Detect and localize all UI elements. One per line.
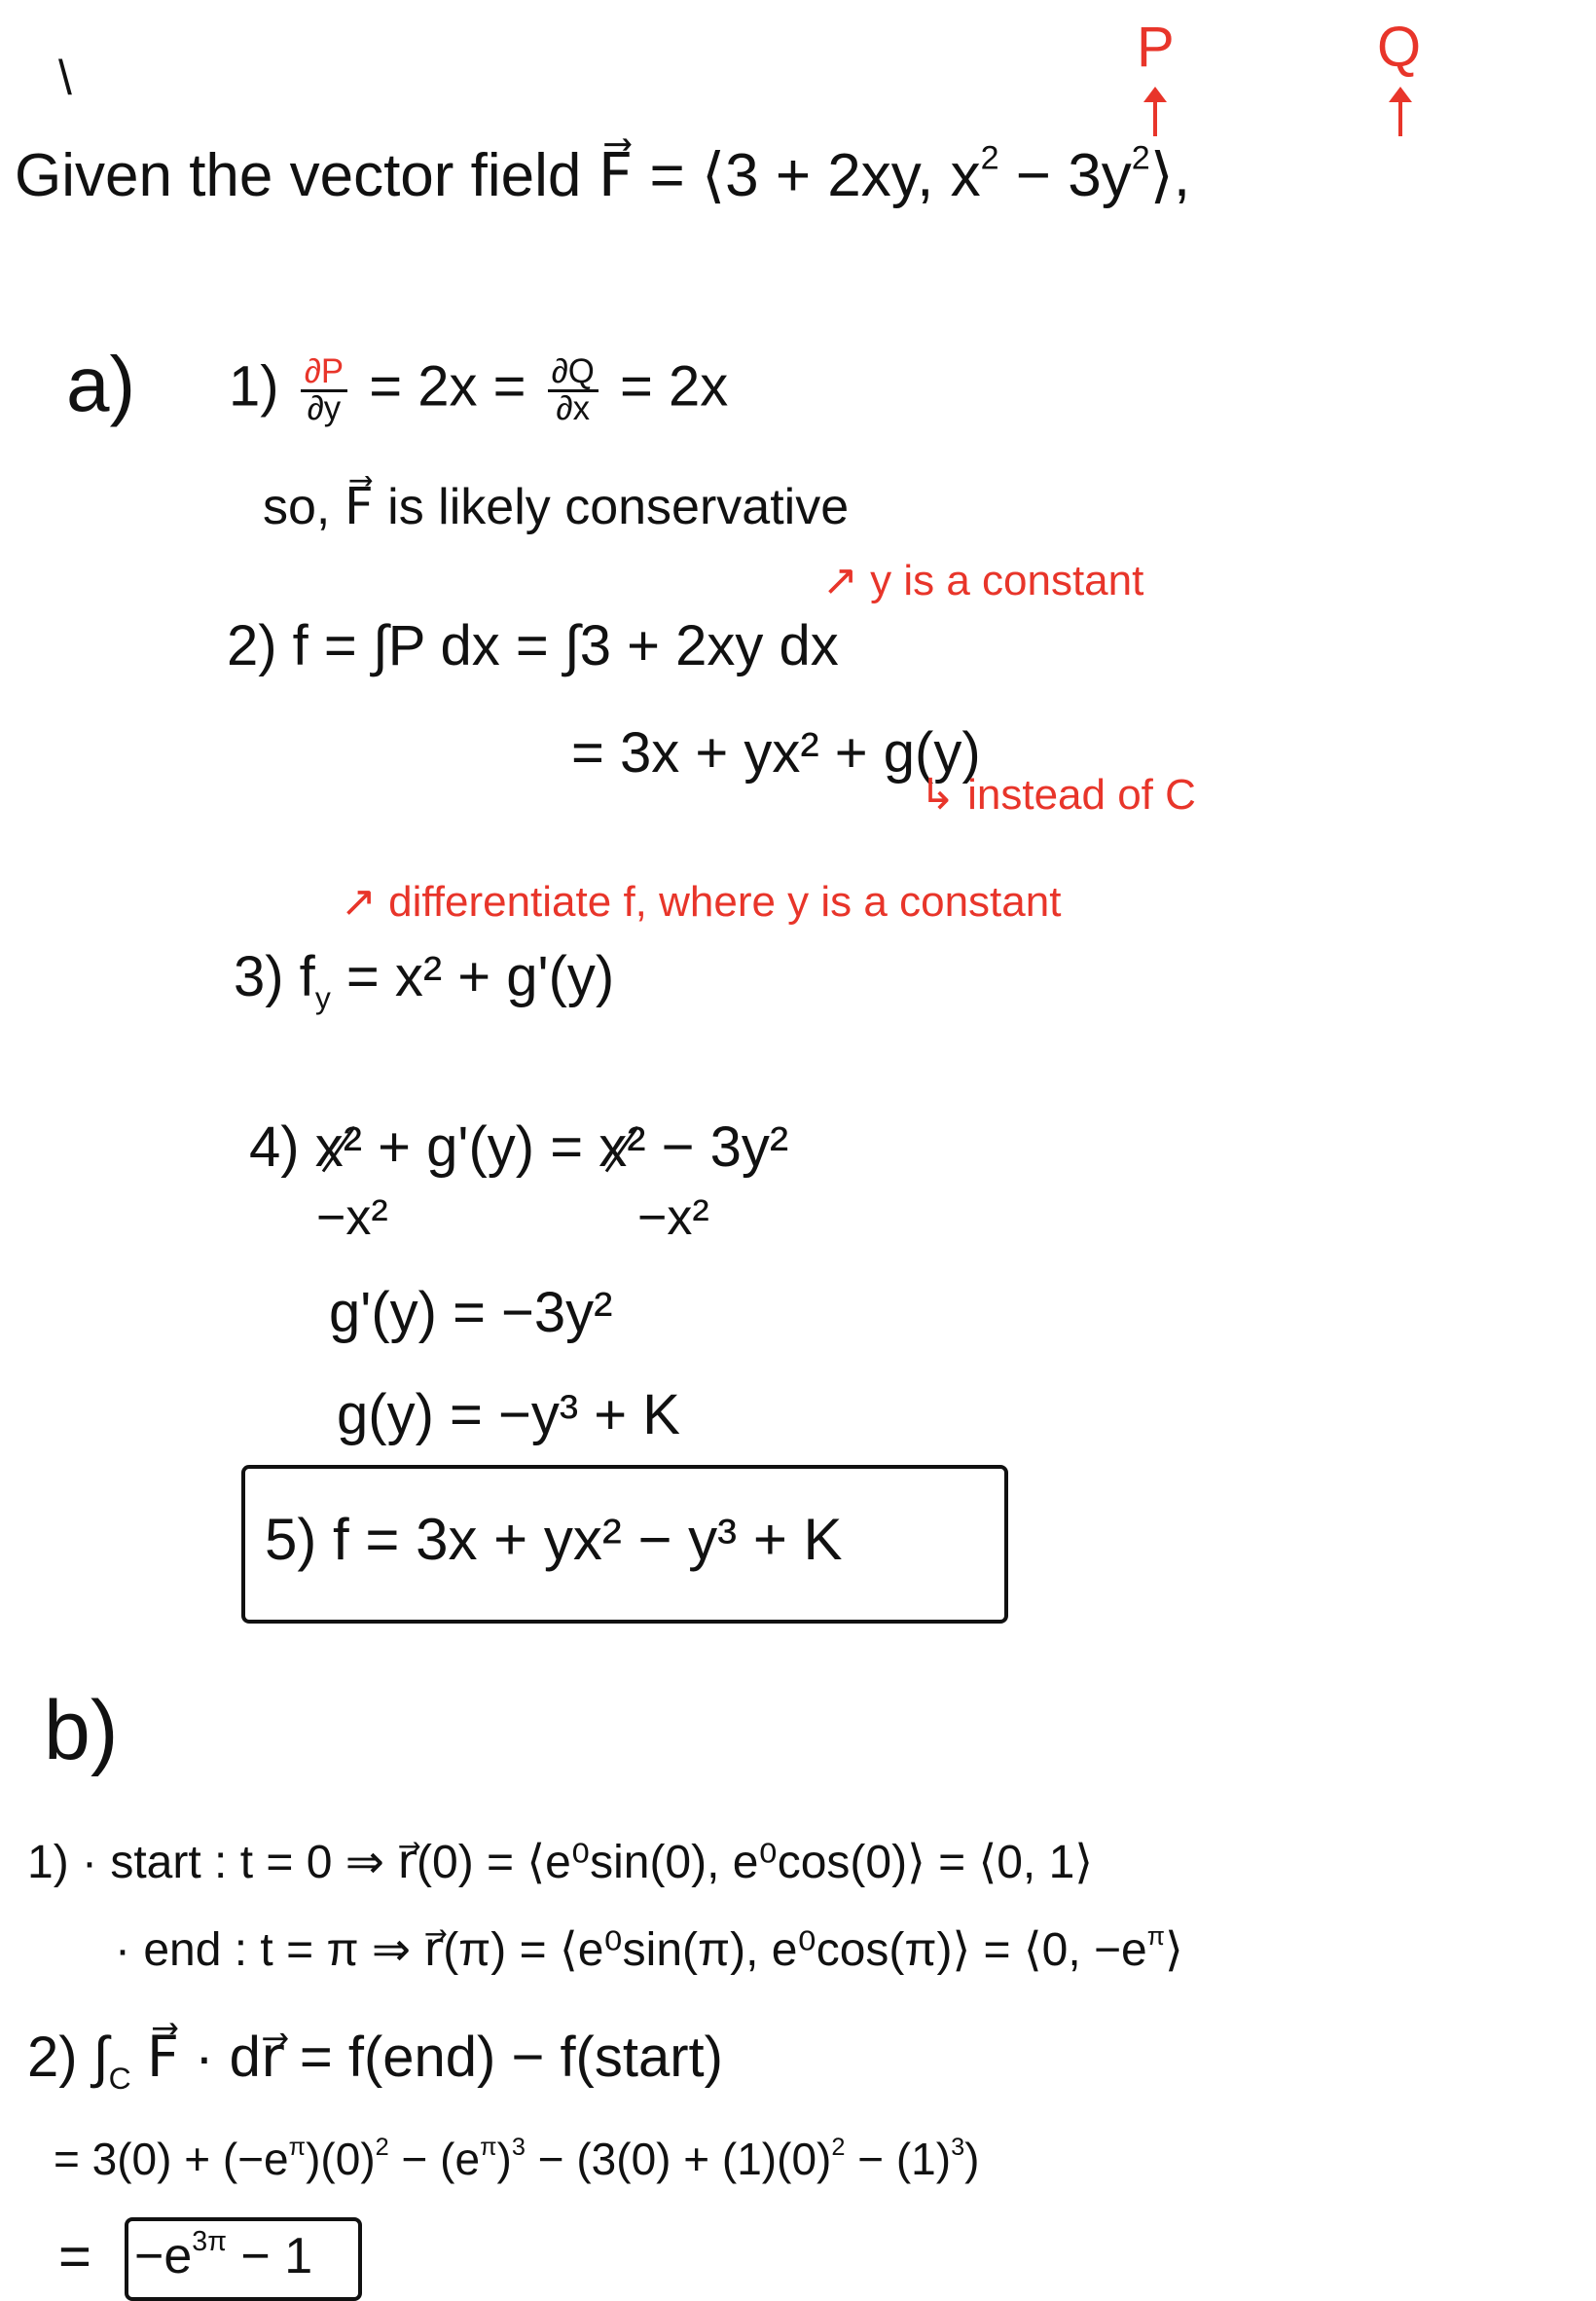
arrow-p-icon bbox=[1153, 92, 1157, 136]
label-q: Q bbox=[1377, 16, 1422, 79]
fraction-denominator: ∂y bbox=[307, 388, 342, 427]
final-result bbox=[134, 2226, 313, 2284]
superscript: 2 bbox=[375, 2133, 389, 2161]
superscript: 3π bbox=[192, 2226, 227, 2258]
step-4-g: g(y) = −y³ + K bbox=[337, 1383, 680, 1446]
superscript: 3 bbox=[951, 2133, 965, 2161]
step-1-start: 1) · start : t = 0 ⇒ r⃗(0) = ⟨e⁰sin(0), e⁰cos(0)⟩ = ⟨0, 1⟩ bbox=[27, 1837, 1094, 1888]
part-b-label: b) bbox=[44, 1684, 119, 1777]
title-suffix: ⟩, bbox=[1149, 142, 1191, 209]
step-1 bbox=[229, 352, 729, 427]
stray-mark: \ bbox=[58, 51, 72, 105]
step-2-line-integral bbox=[27, 2026, 723, 2096]
step-number: 4) bbox=[249, 1115, 300, 1179]
part-a-label: a) bbox=[66, 341, 136, 427]
cancelled-term: x² bbox=[314, 1115, 363, 1179]
result-equals: = bbox=[58, 2225, 91, 2288]
note-differentiate: ↗ differentiate f, where y is a constant bbox=[341, 878, 1062, 926]
result-text: − 1 bbox=[226, 2228, 313, 2284]
title-sup: 2 bbox=[1131, 139, 1150, 177]
step-text: · end : t = π ⇒ r⃗(π) = ⟨e⁰sin(π), e⁰cos(π)⟩ = ⟨0, −e bbox=[115, 1924, 1147, 1976]
calc-text: − (3(0) + (1)(0) bbox=[525, 2134, 832, 2184]
step-text: = x² + g'(y) bbox=[330, 945, 615, 1008]
step-4-subtract: −x² bbox=[637, 1189, 709, 1246]
title-prefix: Given the vector field F⃗ = ⟨3 + 2xy, x bbox=[15, 142, 981, 209]
note-instead-of-c: ↳ instead of C bbox=[920, 771, 1196, 819]
label-p: P bbox=[1137, 16, 1175, 79]
calc-text: ) bbox=[964, 2134, 980, 2184]
step-2: 2) f = ∫P dx = ∫3 + 2xy dx bbox=[227, 614, 839, 677]
partial-p-fraction bbox=[301, 352, 347, 427]
calc-text: ) bbox=[496, 2134, 512, 2184]
step-number: 1) bbox=[229, 354, 279, 419]
step-1-end bbox=[115, 1920, 1183, 1976]
step-text: = 2x = bbox=[369, 354, 526, 419]
step-2-result: = 3x + yx² + g(y) bbox=[571, 721, 981, 785]
step-text: 2) ∫ bbox=[27, 2026, 109, 2089]
title-mid: − 3y bbox=[998, 142, 1132, 209]
title-sup: 2 bbox=[980, 139, 999, 177]
superscript: π bbox=[480, 2133, 497, 2161]
subscript: y bbox=[314, 979, 331, 1015]
calc-text: − (e bbox=[388, 2134, 481, 2184]
partial-q-fraction bbox=[548, 352, 598, 427]
step-4 bbox=[249, 1115, 789, 1179]
problem-statement bbox=[15, 139, 1191, 209]
superscript: 3 bbox=[511, 2133, 526, 2161]
step-text: = 2x bbox=[619, 354, 729, 419]
step-text: 3) f bbox=[234, 945, 315, 1008]
superscript: 2 bbox=[831, 2133, 846, 2161]
step-5-potential: 5) f = 3x + yx² − y³ + K bbox=[265, 1507, 843, 1572]
step-4-gprime: g'(y) = −3y² bbox=[329, 1281, 613, 1344]
calc-text: − (1) bbox=[845, 2134, 952, 2184]
note-y-constant: ↗ y is a constant bbox=[822, 557, 1144, 604]
step-text: F⃗ · dr⃗ = f(end) − f(start) bbox=[130, 2026, 723, 2089]
step-text: − 3y² bbox=[661, 1115, 789, 1179]
fraction-numerator: ∂P bbox=[301, 355, 347, 392]
step-text: ⟩ bbox=[1164, 1924, 1183, 1976]
step-3 bbox=[234, 945, 615, 1015]
fraction-denominator: ∂x bbox=[556, 388, 591, 427]
subscript: C bbox=[108, 2060, 131, 2096]
result-text: −e bbox=[134, 2228, 193, 2284]
step-4-subtract: −x² bbox=[316, 1189, 388, 1246]
arrow-q-icon bbox=[1398, 92, 1402, 136]
conclusion: so, F⃗ is likely conservative bbox=[263, 479, 850, 535]
calc-text: = 3(0) + (−e bbox=[54, 2134, 289, 2184]
fraction-numerator: ∂Q bbox=[548, 355, 598, 392]
cancelled-term: x² bbox=[598, 1115, 646, 1179]
calculation bbox=[54, 2133, 980, 2184]
calc-text: )(0) bbox=[306, 2134, 376, 2184]
superscript: π bbox=[288, 2133, 307, 2161]
superscript: π bbox=[1146, 1920, 1165, 1951]
step-text: + g'(y) = bbox=[378, 1115, 584, 1179]
